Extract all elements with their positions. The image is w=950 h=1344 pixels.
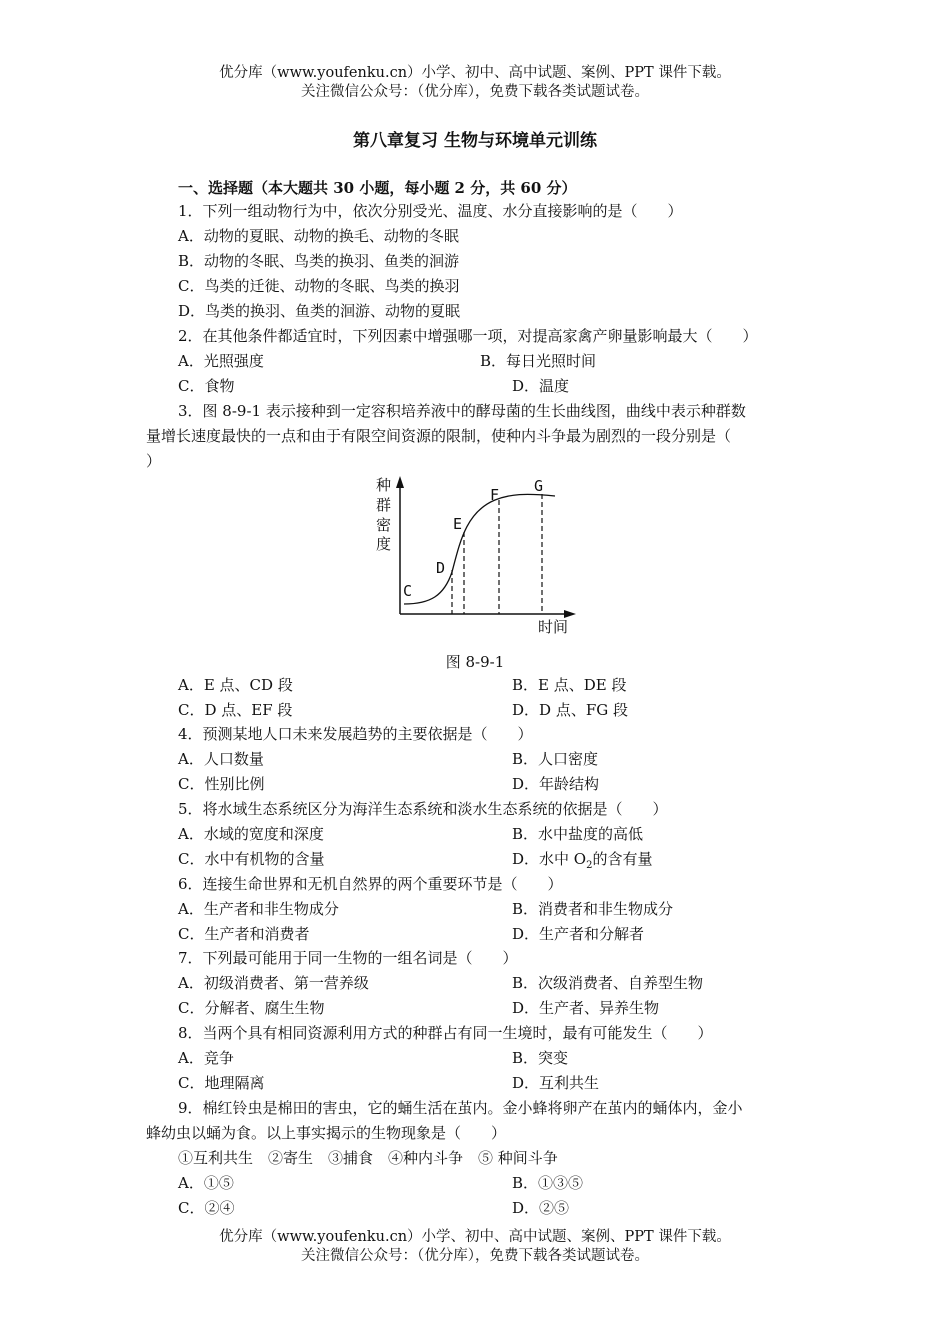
ylabel-char-2: 群	[376, 496, 392, 514]
q8-option-b: B．突变	[512, 1049, 569, 1067]
q9-option-c: C．②④	[178, 1199, 235, 1217]
q2-option-a: A．光照强度	[178, 352, 264, 370]
q9-option-b: B．①③⑤	[512, 1174, 584, 1192]
q8-option-c: C．地理隔离	[178, 1074, 265, 1092]
q1-stem: 1．下列一组动物行为中，依次分别受光、温度、水分直接影响的是（ ）	[178, 202, 683, 220]
growth-curve	[404, 494, 555, 604]
footer-line-1: 优分库（www.youfenku.cn）小学、初中、高中试题、案例、PPT 课件下载。	[219, 1229, 731, 1245]
q2-stem: 2．在其他条件都适宜时，下列因素中增强哪一项，对提高家禽产卵量影响最大（ ）	[178, 327, 758, 345]
header-line-1: 优分库（www.youfenku.cn）小学、初中、高中试题、案例、PPT 课件下载。	[219, 65, 731, 81]
q6-option-d: D．生产者和分解者	[512, 925, 645, 943]
q8-option-a: A．竞争	[178, 1049, 234, 1067]
point-label-g: G	[534, 477, 544, 495]
q3-option-b: B．E 点、DE 段	[512, 676, 627, 694]
section-heading: 一、选择题（本大题共 30 小题，每小题 2 分，共 60 分）	[178, 179, 577, 197]
q3-option-c: C．D 点、EF 段	[178, 701, 293, 719]
q5-option-d	[512, 849, 652, 876]
q5-option-b: B．水中盐度的高低	[512, 825, 644, 843]
q9-option-d: D．②⑤	[512, 1199, 570, 1217]
q4-stem: 4．预测某地人口未来发展趋势的主要依据是（ ）	[178, 725, 533, 743]
q4-option-c: C．性别比例	[178, 775, 265, 793]
q9-option-a: A．①⑤	[178, 1174, 234, 1192]
page-title: 第八章复习 生物与环境单元训练	[353, 131, 597, 151]
q6-option-b: B．消费者和非生物成分	[512, 900, 674, 918]
q5-stem: 5．将水域生态系统区分为海洋生态系统和淡水生态系统的依据是（ ）	[178, 800, 668, 818]
q3-option-a: A．E 点、CD 段	[178, 676, 293, 694]
q6-stem: 6．连接生命世界和无机自然界的两个重要环节是（ ）	[178, 875, 563, 893]
q8-stem: 8．当两个具有相同资源利用方式的种群占有同一生境时，最有可能发生（ ）	[178, 1024, 713, 1042]
q9-stem-line-2: 蜂幼虫以蛹为食。以上事实揭示的生物现象是（ ）	[146, 1124, 507, 1142]
q7-option-b: B．次级消费者、自养型生物	[512, 974, 704, 992]
q7-option-a: A．初级消费者、第一营养级	[178, 974, 369, 992]
q1-option-c: C．鸟类的迁徙、动物的冬眠、鸟类的换羽	[178, 277, 460, 295]
q3-option-d: D．D 点、FG 段	[512, 701, 628, 719]
point-label-f: F	[490, 486, 500, 504]
q9-stem-line-1: 9．棉红铃虫是棉田的害虫，它的蛹生活在茧内。金小蜂将卵产在茧内的蛹体内，金小	[178, 1099, 743, 1117]
q2-option-d: D．温度	[512, 377, 570, 395]
q3-stem-line-2: 量增长速度最快的一点和由于有限空间资源的限制，使种内斗争最为剧烈的一段分别是（	[146, 427, 732, 445]
q2-option-b: B．每日光照时间	[480, 352, 597, 370]
q1-option-d: D．鸟类的换羽、鱼类的洄游、动物的夏眠	[178, 302, 461, 320]
y-axis-arrow	[396, 476, 404, 488]
q4-option-b: B．人口密度	[512, 750, 599, 768]
q1-option-b: B．动物的冬眠、鸟类的换羽、鱼类的洄游	[178, 252, 460, 270]
q2-option-c: C．食物	[178, 377, 235, 395]
q7-option-c: C．分解者、腐生生物	[178, 999, 325, 1017]
footer-line-2: 关注微信公众号：（优分库），免费下载各类试题试卷。	[301, 1248, 649, 1264]
q7-option-d: D．生产者、异养生物	[512, 999, 660, 1017]
q3-stem-line-1: 3．图 8-9-1 表示接种到一定容积培养液中的酵母菌的生长曲线图，曲线中表示种群数	[178, 402, 746, 420]
q6-option-c: C．生产者和消费者	[178, 925, 310, 943]
q4-option-a: A．人口数量	[178, 750, 264, 768]
q1-option-a: A．动物的夏眠、动物的换毛、动物的冬眠	[178, 227, 459, 245]
q5-option-d-text: D．水中 O	[512, 850, 587, 868]
q4-option-d: D．年龄结构	[512, 775, 600, 793]
q8-option-d: D．互利共生	[512, 1074, 600, 1092]
point-label-c: C	[403, 582, 413, 600]
page-header	[0, 64, 950, 102]
page-footer	[0, 1228, 950, 1266]
header-line-2: 关注微信公众号：（优分库），免费下载各类试题试卷。	[301, 84, 649, 100]
q5-option-d-tail: 的含有量	[592, 850, 653, 868]
q5-option-d-subscript: 2	[586, 860, 593, 871]
q9-items: ①互利共生 ②寄生 ③捕食 ④种内斗争 ⑤ 种间斗争	[178, 1149, 558, 1167]
x-axis-arrow	[564, 610, 576, 618]
point-label-d: D	[436, 559, 446, 577]
point-label-e: E	[453, 515, 463, 533]
xlabel: 时间	[538, 618, 569, 636]
ylabel-char-3: 密	[376, 516, 392, 534]
ylabel-char-1: 种	[376, 476, 392, 494]
q5-option-a: A．水域的宽度和深度	[178, 825, 324, 843]
q5-option-c: C．水中有机物的含量	[178, 850, 325, 868]
ylabel-char-4: 度	[376, 535, 392, 553]
q3-stem-line-3: ）	[146, 452, 162, 470]
q6-option-a: A．生产者和非生物成分	[178, 900, 339, 918]
q7-stem: 7．下列最可能用于同一生物的一组名词是（ ）	[178, 949, 518, 967]
figure-caption: 图 8-9-1	[445, 653, 505, 671]
growth-curve-figure	[360, 472, 590, 640]
